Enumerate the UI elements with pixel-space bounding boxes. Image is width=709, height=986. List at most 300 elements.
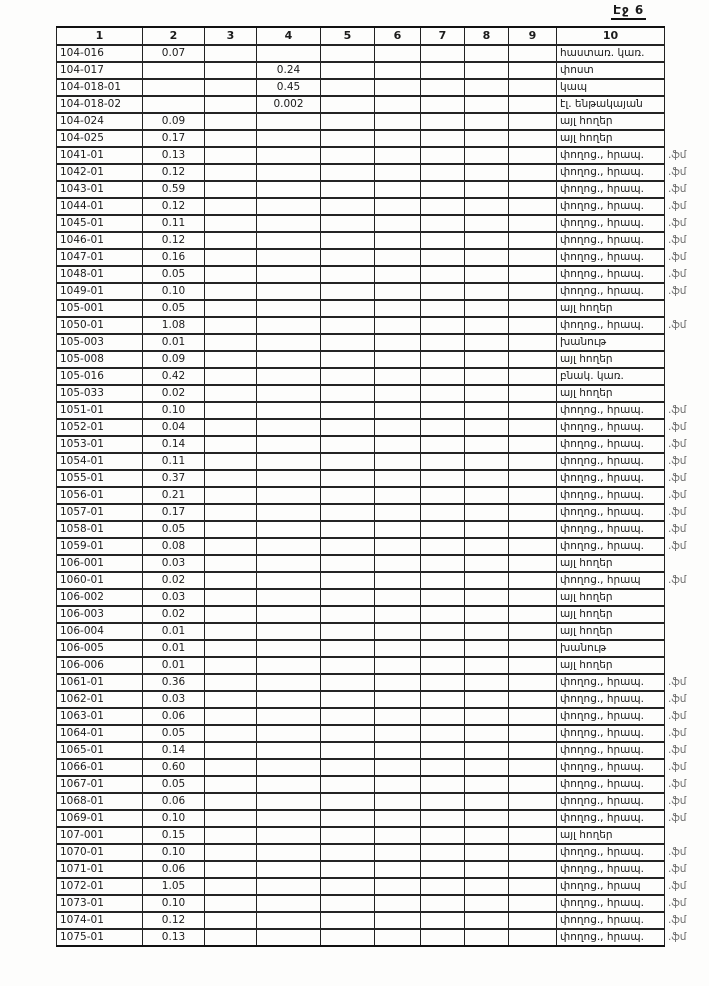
cell-col5 (321, 725, 375, 742)
cell-area-col4 (257, 113, 321, 130)
cell-col6 (375, 334, 421, 351)
cell-landuse-label: այլ հողեր (557, 351, 665, 368)
cell-landuse-label: փողոց., հրապ. (557, 793, 665, 810)
cell-area-col2: 0.01 (143, 623, 205, 640)
cell-col6 (375, 45, 421, 62)
cell-landuse-label: այլ հողեր (557, 385, 665, 402)
cell-col5 (321, 929, 375, 946)
cell-area-col4 (257, 487, 321, 504)
cell-col7 (421, 62, 465, 79)
cell-col3 (205, 419, 257, 436)
margin-mark (665, 640, 705, 657)
cell-area-col2: 0.06 (143, 793, 205, 810)
cell-landuse-label: խանութ (557, 640, 665, 657)
cell-col8 (465, 351, 509, 368)
cell-area-col2: 0.01 (143, 657, 205, 674)
cell-col5 (321, 419, 375, 436)
cell-col9 (509, 232, 557, 249)
column-header: 10 (557, 27, 665, 45)
cell-col8 (465, 470, 509, 487)
margin-mark (665, 827, 705, 844)
cell-col8 (465, 572, 509, 589)
margin-mark: .ֆմ (668, 573, 687, 586)
cell-area-col2: 0.11 (143, 453, 205, 470)
cell-col7 (421, 640, 465, 657)
cell-col7 (421, 385, 465, 402)
cell-col7 (421, 555, 465, 572)
cell-col5 (321, 623, 375, 640)
cell-landuse-label: փողոց., հրապ. (557, 232, 665, 249)
cell-area-col2: 0.06 (143, 708, 205, 725)
cell-area-col2: 0.05 (143, 725, 205, 742)
margin-mark (665, 79, 705, 96)
cell-col5 (321, 538, 375, 555)
margin-mark: .ֆմ (668, 794, 687, 807)
cell-landuse-label: այլ հողեր (557, 113, 665, 130)
cell-col7 (421, 776, 465, 793)
cell-parcel-code: 1063-01 (57, 708, 143, 725)
margin-mark: .ֆմ (668, 505, 687, 518)
cell-col5 (321, 912, 375, 929)
cell-col6 (375, 657, 421, 674)
table-row (57, 45, 705, 62)
table-row (57, 776, 705, 793)
cell-landuse-label: փողոց., հրապ. (557, 844, 665, 861)
cell-landuse-label: փողոց., հրապ. (557, 266, 665, 283)
cell-area-col2: 0.12 (143, 198, 205, 215)
cell-col3 (205, 351, 257, 368)
cell-parcel-code: 104-018-02 (57, 96, 143, 113)
margin-mark: .ֆմ (668, 811, 687, 824)
cell-area-col4 (257, 232, 321, 249)
cell-col7 (421, 45, 465, 62)
cell-col7 (421, 470, 465, 487)
cell-col7 (421, 79, 465, 96)
margin-mark (665, 368, 705, 385)
cell-landuse-label: խանութ (557, 334, 665, 351)
cell-col5 (321, 827, 375, 844)
cell-col7 (421, 572, 465, 589)
cell-parcel-code: 1066-01 (57, 759, 143, 776)
cell-col9 (509, 130, 557, 147)
cell-col7 (421, 708, 465, 725)
cell-area-col4 (257, 623, 321, 640)
cell-area-col4 (257, 283, 321, 300)
cell-landuse-label: փողոց., հրապ. (557, 402, 665, 419)
cell-col6 (375, 198, 421, 215)
cell-area-col4 (257, 589, 321, 606)
cell-col6 (375, 691, 421, 708)
cell-col6 (375, 436, 421, 453)
cell-col7 (421, 436, 465, 453)
cell-landuse-label: փողոց., հրապ. (557, 487, 665, 504)
cell-area-col2: 0.16 (143, 249, 205, 266)
cell-col7 (421, 181, 465, 198)
cell-col9 (509, 385, 557, 402)
cell-col3 (205, 776, 257, 793)
cell-parcel-code: 1065-01 (57, 742, 143, 759)
cell-col3 (205, 538, 257, 555)
cell-area-col4: 0.45 (257, 79, 321, 96)
cell-area-col4 (257, 776, 321, 793)
cell-area-col4 (257, 300, 321, 317)
cell-col5 (321, 504, 375, 521)
cell-area-col2: 0.02 (143, 572, 205, 589)
column-header: 6 (375, 27, 421, 45)
cell-col6 (375, 300, 421, 317)
cell-col6 (375, 929, 421, 946)
cell-col8 (465, 912, 509, 929)
cell-col6 (375, 232, 421, 249)
cell-landuse-label: փողոց., հրապ. (557, 470, 665, 487)
column-header: 3 (205, 27, 257, 45)
cell-col6 (375, 776, 421, 793)
cell-area-col4 (257, 385, 321, 402)
cell-area-col2: 0.37 (143, 470, 205, 487)
cell-parcel-code: 104-018-01 (57, 79, 143, 96)
table-row (57, 436, 705, 453)
cell-area-col2: 0.10 (143, 810, 205, 827)
cell-col7 (421, 266, 465, 283)
cell-col3 (205, 640, 257, 657)
cell-landuse-label: փողոց., հրապ. (557, 861, 665, 878)
margin-mark: .ֆմ (668, 913, 687, 926)
margin-mark: .ֆմ (668, 726, 687, 739)
cell-col3 (205, 589, 257, 606)
table-row (57, 606, 705, 623)
cell-area-col4: 0.24 (257, 62, 321, 79)
cell-landuse-label: փողոց., հրապ. (557, 521, 665, 538)
cell-col9 (509, 470, 557, 487)
cell-col9 (509, 640, 557, 657)
cell-area-col2 (143, 79, 205, 96)
cell-col8 (465, 198, 509, 215)
column-header: 7 (421, 27, 465, 45)
cell-area-col4 (257, 929, 321, 946)
cell-area-col4 (257, 674, 321, 691)
cell-col9 (509, 62, 557, 79)
cell-col5 (321, 198, 375, 215)
cell-col9 (509, 334, 557, 351)
margin-mark: .ֆմ (668, 284, 687, 297)
cell-parcel-code: 1074-01 (57, 912, 143, 929)
cell-col8 (465, 317, 509, 334)
cell-area-col4 (257, 504, 321, 521)
cell-col5 (321, 487, 375, 504)
cell-parcel-code: 104-025 (57, 130, 143, 147)
cell-col6 (375, 113, 421, 130)
table-row (57, 283, 705, 300)
cell-col3 (205, 912, 257, 929)
cell-col3 (205, 674, 257, 691)
cell-col5 (321, 249, 375, 266)
cell-area-col2: 0.05 (143, 266, 205, 283)
cell-col5 (321, 470, 375, 487)
cell-landuse-label: փողոց., հրապ (557, 878, 665, 895)
cell-col5 (321, 402, 375, 419)
cell-col3 (205, 759, 257, 776)
cell-col6 (375, 164, 421, 181)
cell-col3 (205, 810, 257, 827)
cell-col7 (421, 742, 465, 759)
table-row (57, 844, 705, 861)
cell-col9 (509, 79, 557, 96)
table-row (57, 589, 705, 606)
column-header: 2 (143, 27, 205, 45)
cell-col5 (321, 555, 375, 572)
cell-col9 (509, 572, 557, 589)
column-header: 1 (57, 27, 143, 45)
cell-col9 (509, 674, 557, 691)
cell-col8 (465, 776, 509, 793)
cell-col9 (509, 912, 557, 929)
cell-area-col4 (257, 555, 321, 572)
cell-col7 (421, 793, 465, 810)
cell-col7 (421, 538, 465, 555)
cell-area-col4 (257, 181, 321, 198)
cell-parcel-code: 105-008 (57, 351, 143, 368)
cell-parcel-code: 1068-01 (57, 793, 143, 810)
cell-landuse-label: փողոց., հրապ. (557, 674, 665, 691)
cell-col5 (321, 691, 375, 708)
cell-col3 (205, 96, 257, 113)
cell-col7 (421, 334, 465, 351)
cell-area-col2: 0.01 (143, 640, 205, 657)
table-row (57, 215, 705, 232)
cell-col5 (321, 62, 375, 79)
table-row (57, 164, 705, 181)
cell-col5 (321, 878, 375, 895)
cell-landuse-label: փողոց., հրապ. (557, 249, 665, 266)
cell-area-col2: 0.14 (143, 742, 205, 759)
cell-col3 (205, 198, 257, 215)
cell-col9 (509, 198, 557, 215)
cell-landuse-label: փողոց., հրապ. (557, 691, 665, 708)
cell-area-col4 (257, 759, 321, 776)
cell-area-col4 (257, 130, 321, 147)
cell-area-col4 (257, 878, 321, 895)
cell-area-col4 (257, 793, 321, 810)
cell-parcel-code: 1044-01 (57, 198, 143, 215)
cell-col3 (205, 300, 257, 317)
table-row (57, 453, 705, 470)
cell-col8 (465, 45, 509, 62)
cell-col9 (509, 538, 557, 555)
cell-col8 (465, 674, 509, 691)
cell-col9 (509, 657, 557, 674)
cell-col9 (509, 555, 557, 572)
land-register-table (56, 26, 705, 947)
cell-col6 (375, 215, 421, 232)
margin-mark (665, 385, 705, 402)
cell-col6 (375, 878, 421, 895)
header-row (57, 27, 705, 45)
cell-col7 (421, 317, 465, 334)
cell-col9 (509, 708, 557, 725)
cell-landuse-label: փոստ (557, 62, 665, 79)
cell-col5 (321, 96, 375, 113)
cell-col3 (205, 793, 257, 810)
table-row (57, 300, 705, 317)
cell-parcel-code: 1069-01 (57, 810, 143, 827)
cell-parcel-code: 1058-01 (57, 521, 143, 538)
cell-col5 (321, 334, 375, 351)
cell-col9 (509, 895, 557, 912)
cell-col7 (421, 521, 465, 538)
cell-area-col4 (257, 844, 321, 861)
cell-col8 (465, 130, 509, 147)
cell-parcel-code: 1071-01 (57, 861, 143, 878)
cell-parcel-code: 1045-01 (57, 215, 143, 232)
cell-col7 (421, 402, 465, 419)
cell-col8 (465, 232, 509, 249)
cell-col9 (509, 487, 557, 504)
cell-col3 (205, 470, 257, 487)
cell-landuse-label: փողոց., հրապ (557, 572, 665, 589)
cell-col7 (421, 368, 465, 385)
cell-col7 (421, 198, 465, 215)
cell-parcel-code: 105-003 (57, 334, 143, 351)
cell-col3 (205, 317, 257, 334)
cell-col6 (375, 759, 421, 776)
cell-col7 (421, 657, 465, 674)
margin-mark: .ֆմ (668, 182, 687, 195)
cell-col9 (509, 436, 557, 453)
cell-parcel-code: 106-005 (57, 640, 143, 657)
margin-mark: .ֆմ (668, 930, 687, 943)
cell-area-col4 (257, 861, 321, 878)
column-header: 4 (257, 27, 321, 45)
cell-col5 (321, 283, 375, 300)
cell-col6 (375, 317, 421, 334)
cell-col3 (205, 62, 257, 79)
cell-area-col4 (257, 827, 321, 844)
cell-col3 (205, 385, 257, 402)
table-row (57, 793, 705, 810)
cell-parcel-code: 107-001 (57, 827, 143, 844)
margin-mark: .ֆմ (668, 862, 687, 875)
cell-col7 (421, 147, 465, 164)
cell-col6 (375, 895, 421, 912)
cell-col9 (509, 606, 557, 623)
table-row (57, 759, 705, 776)
cell-area-col2: 0.59 (143, 181, 205, 198)
cell-area-col4 (257, 470, 321, 487)
margin-mark: .ֆմ (668, 454, 687, 467)
cell-col5 (321, 895, 375, 912)
cell-col5 (321, 113, 375, 130)
cell-area-col4 (257, 572, 321, 589)
cell-parcel-code: 106-001 (57, 555, 143, 572)
margin-mark (665, 555, 705, 572)
cell-col3 (205, 521, 257, 538)
cell-col9 (509, 878, 557, 895)
cell-col6 (375, 351, 421, 368)
cell-parcel-code: 1050-01 (57, 317, 143, 334)
cell-col6 (375, 555, 421, 572)
cell-area-col2: 0.13 (143, 929, 205, 946)
cell-col3 (205, 181, 257, 198)
cell-col7 (421, 929, 465, 946)
cell-col9 (509, 351, 557, 368)
table-row (57, 79, 705, 96)
cell-col8 (465, 487, 509, 504)
cell-parcel-code: 106-004 (57, 623, 143, 640)
cell-col7 (421, 878, 465, 895)
table-row (57, 385, 705, 402)
table-row (57, 691, 705, 708)
cell-col5 (321, 232, 375, 249)
cell-col8 (465, 453, 509, 470)
cell-parcel-code: 1062-01 (57, 691, 143, 708)
cell-parcel-code: 1049-01 (57, 283, 143, 300)
margin-mark: .ֆմ (668, 488, 687, 501)
table-row (57, 538, 705, 555)
margin-mark: .ֆմ (668, 267, 687, 280)
margin-mark: .ֆմ (668, 250, 687, 263)
table-row (57, 725, 705, 742)
cell-area-col4 (257, 351, 321, 368)
margin-mark: .ֆմ (668, 522, 687, 535)
cell-area-col2: 0.05 (143, 776, 205, 793)
margin-mark (665, 351, 705, 368)
cell-col9 (509, 164, 557, 181)
cell-col3 (205, 504, 257, 521)
cell-col9 (509, 725, 557, 742)
page-number: Էջ 6 (611, 3, 646, 20)
table-row (57, 402, 705, 419)
cell-area-col4 (257, 725, 321, 742)
cell-col5 (321, 215, 375, 232)
cell-col3 (205, 147, 257, 164)
cell-col6 (375, 283, 421, 300)
cell-col5 (321, 181, 375, 198)
cell-area-col2 (143, 62, 205, 79)
table-row (57, 147, 705, 164)
cell-col7 (421, 895, 465, 912)
cell-parcel-code: 1059-01 (57, 538, 143, 555)
cell-col5 (321, 759, 375, 776)
cell-area-col2: 0.08 (143, 538, 205, 555)
cell-landuse-label: փողոց., հրապ. (557, 198, 665, 215)
cell-area-col2: 0.13 (143, 147, 205, 164)
cell-col5 (321, 776, 375, 793)
cell-parcel-code: 1054-01 (57, 453, 143, 470)
cell-col3 (205, 368, 257, 385)
table-row (57, 62, 705, 79)
table-row (57, 249, 705, 266)
cell-col9 (509, 368, 557, 385)
table-row (57, 827, 705, 844)
cell-parcel-code: 105-016 (57, 368, 143, 385)
cell-parcel-code: 104-024 (57, 113, 143, 130)
table-row (57, 640, 705, 657)
cell-col3 (205, 878, 257, 895)
cell-col6 (375, 402, 421, 419)
cell-landuse-label: փողոց., հրապ. (557, 742, 665, 759)
cell-col7 (421, 759, 465, 776)
cell-col8 (465, 504, 509, 521)
margin-mark: .ֆմ (668, 471, 687, 484)
table-row (57, 317, 705, 334)
cell-col3 (205, 266, 257, 283)
cell-landuse-label: փողոց., հրապ. (557, 283, 665, 300)
cell-col8 (465, 929, 509, 946)
cell-col3 (205, 725, 257, 742)
cell-area-col2: 0.10 (143, 402, 205, 419)
cell-col6 (375, 742, 421, 759)
cell-col6 (375, 827, 421, 844)
